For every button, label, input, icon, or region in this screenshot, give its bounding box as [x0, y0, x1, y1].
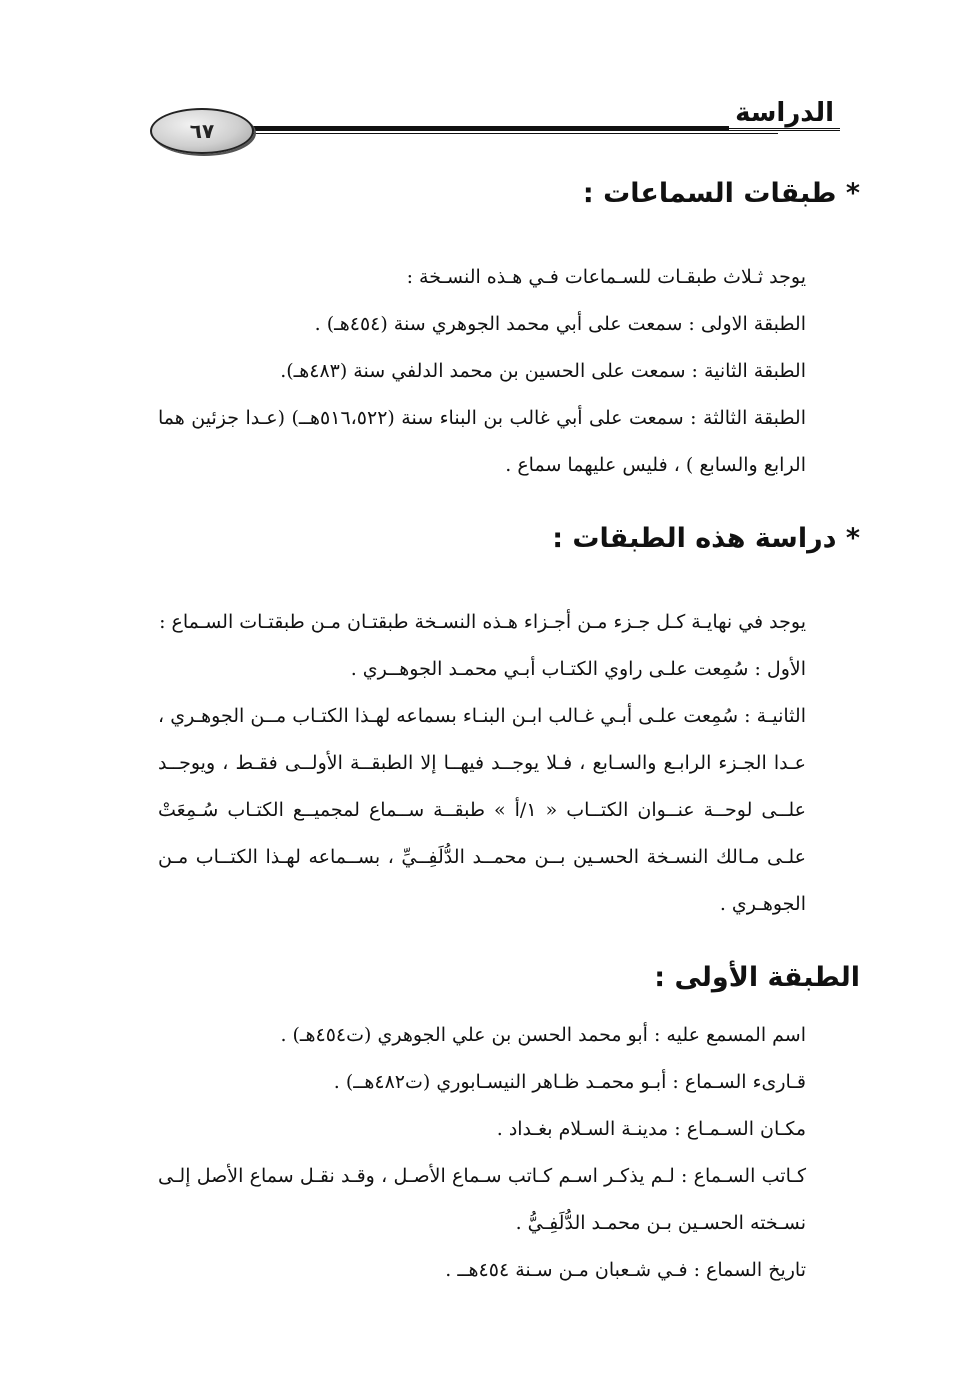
paragraph-musmi: اسم المسمع عليه : أبو محمد الحسن بن علي الجوهري (ت٤٥٤هـ) . — [280, 1024, 806, 1046]
paragraph-study-second: الثانيـة : سُمِعت علـى أبـي غـالب ابـن البنـاء بسماعه لهـذا الكتـاب مــن الجوهـري ، عـدا الجـزء الرابـع والسـابع ، فـلا يوجــد فيهــا إلا الطبقــة الأولــى فقـط ، ويوجــد علــى لوحــة عنــوان الكتــاب « ١/أ » طبقــة ســماع لمجميــع الكتـاب سُـمِعَتْ علـى مـالك النسـخة الحسـين بــن محمــد الدُّلَفِــيِّ ، بســماعه لهـذا الكتــاب مـن الجوهـري . — [158, 705, 806, 915]
page-header — [150, 98, 850, 160]
page-body — [158, 170, 860, 1294]
paragraph-tabaqa-2: الطبقة الثانية : سمعت على الحسين بن محمد الدلفي سنة (٤٨٣هـ). — [280, 360, 806, 382]
page-number: ٦٧ — [189, 119, 215, 143]
paragraph-intro: يوجد ثـلاث طبقـات للسـماعات فـي هـذه النسـخة : — [406, 266, 806, 288]
header-rule — [238, 126, 778, 134]
paragraph-katib: كـاتب السـماع : لـم يذكـر اسـم كـاتب سـماع الأصـل ، وقـد نقـل سماع الأصل إلـى نسـخته الحسـين بـن محمـد الدُّلَفِـيُّ . — [158, 1165, 806, 1234]
paragraph-tabaqa-3: الطبقة الثالثة : سمعت على أبي غالب بن البناء سنة (٥١٦،٥٢٢هــ) (عـدا جزئين هما الرابع والسابع ) ، فليس عليهما سماع . — [158, 407, 806, 476]
running-title: الدراسة — [729, 98, 840, 131]
section-heading-study: * دراسة هذه الطبقات : — [552, 523, 860, 554]
section-heading-samaat: * طبقات السماعات : — [582, 178, 860, 209]
paragraph-study-intro: يوجد في نهايـة كـل جـزء مـن أجـزاء هـذه النسـخة طبقتـان مـن طبقتـات السـماع : — [159, 611, 806, 633]
paragraph-tarikh: تاريخ السماع : فـي شـعبان مـن سـنة ٤٥٤هــ . — [445, 1259, 806, 1281]
paragraph-qari: قـارىء السـماع : أبـو محمـد ظـاهر النيسـابوري (ت٤٨٢هــ) . — [333, 1071, 806, 1093]
page-number-badge — [150, 108, 254, 154]
paragraph-makan: مكـان السـمـاع : مدينـة السـلام بغـداد . — [496, 1118, 806, 1140]
section-heading-first-layer: الطبقة الأولى : — [654, 962, 860, 993]
paragraph-study-first: الأول : سُمِعت علـى راوي الكتـاب أبـي محمـد الجوهــري . — [350, 658, 806, 680]
paragraph-tabaqa-1: الطبقة الاولى : سمعت على أبي محمد الجوهري سنة (٤٥٤هـ) . — [314, 313, 806, 335]
